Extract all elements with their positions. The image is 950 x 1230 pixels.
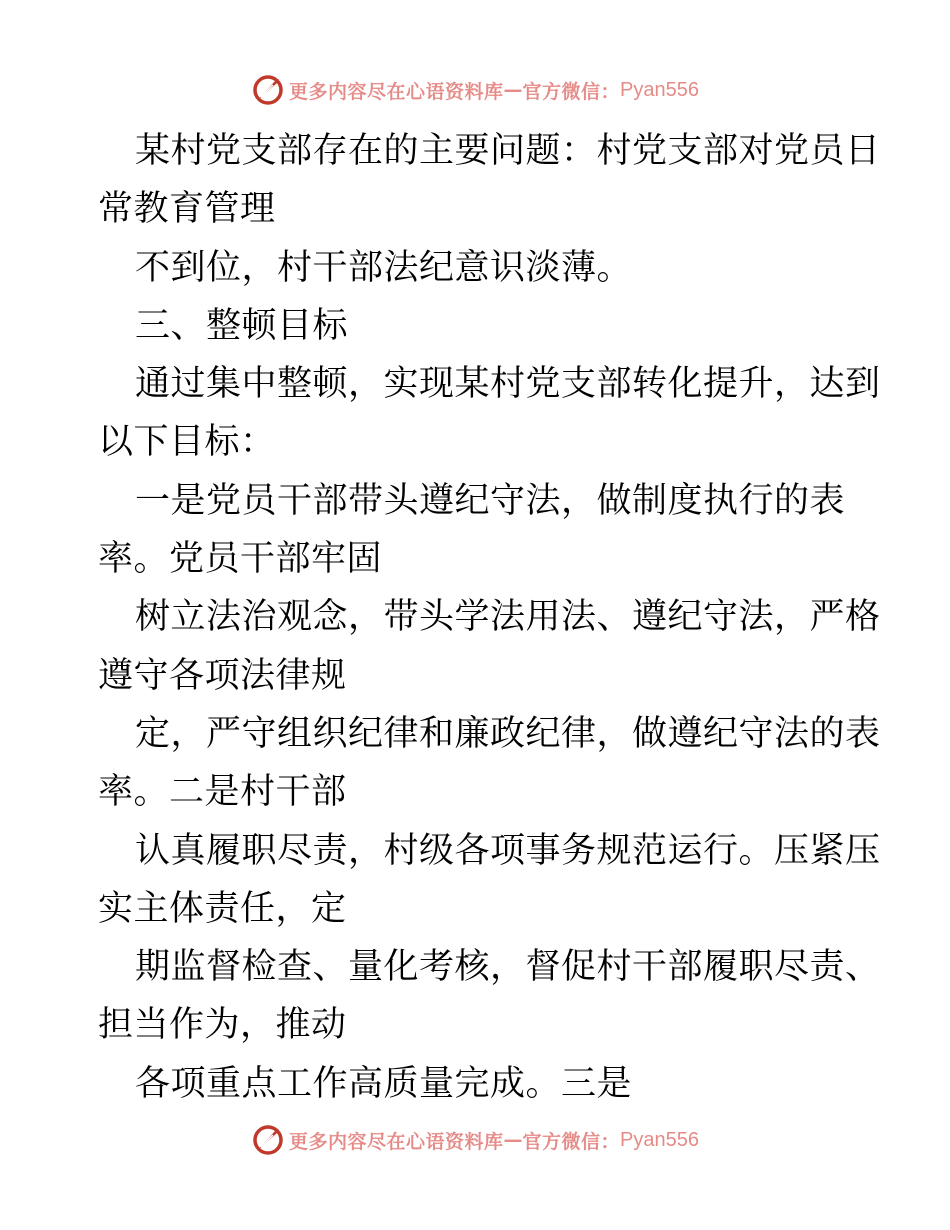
text-line: 认真履职尽责，村级各项事务规范运行。压紧压 [135,830,881,871]
text-line: 遵守各项法律规 [98,655,347,696]
text-line: 率。二是村干部 [98,772,347,813]
feather-logo-icon [251,73,285,107]
text-line: 某村党支部存在的主要问题：村党支部对党员日 [135,131,881,171]
document-body [98,122,881,1113]
watermark-dash: — [503,1129,523,1151]
text-line: 不到位，村干部法纪意识淡薄。 [135,247,633,288]
watermark-id: Pyan556 [620,78,699,101]
text-line: 担当作为，推动 [98,1005,347,1046]
text-line: 实主体责任，定 [98,888,347,929]
text-line: 以下目标： [98,422,276,463]
text-line: 期监督检查、量化考核，督促村干部履职尽责、 [135,947,881,988]
watermark-brand: 更多内容尽在心语资料库 [289,80,504,103]
text-line: 通过集中整顿，实现某村党支部转化提升，达到 [135,364,881,405]
watermark-account: 官方微信： [522,80,621,103]
feather-logo-icon [251,1123,285,1157]
footer-watermark [0,1120,950,1160]
watermark-dash: — [503,79,523,101]
watermark-id: Pyan556 [620,1128,699,1151]
header-watermark [0,70,950,110]
text-line: 三、整顿目标 [135,305,349,346]
watermark-brand: 更多内容尽在心语资料库 [289,1130,504,1153]
text-line: 一是党员干部带头遵纪守法，做制度执行的表 [135,480,846,521]
text-line: 树立法治观念，带头学法用法、遵纪守法，严格 [135,597,881,638]
text-line: 各项重点工作高质量完成。三是 [135,1063,633,1104]
text-line: 率。党员干部牢固 [98,539,383,580]
text-line: 定，严守组织纪律和廉政纪律，做遵纪守法的表 [135,713,881,754]
text-line: 常教育管理 [98,189,276,230]
watermark-account: 官方微信： [522,1130,621,1153]
